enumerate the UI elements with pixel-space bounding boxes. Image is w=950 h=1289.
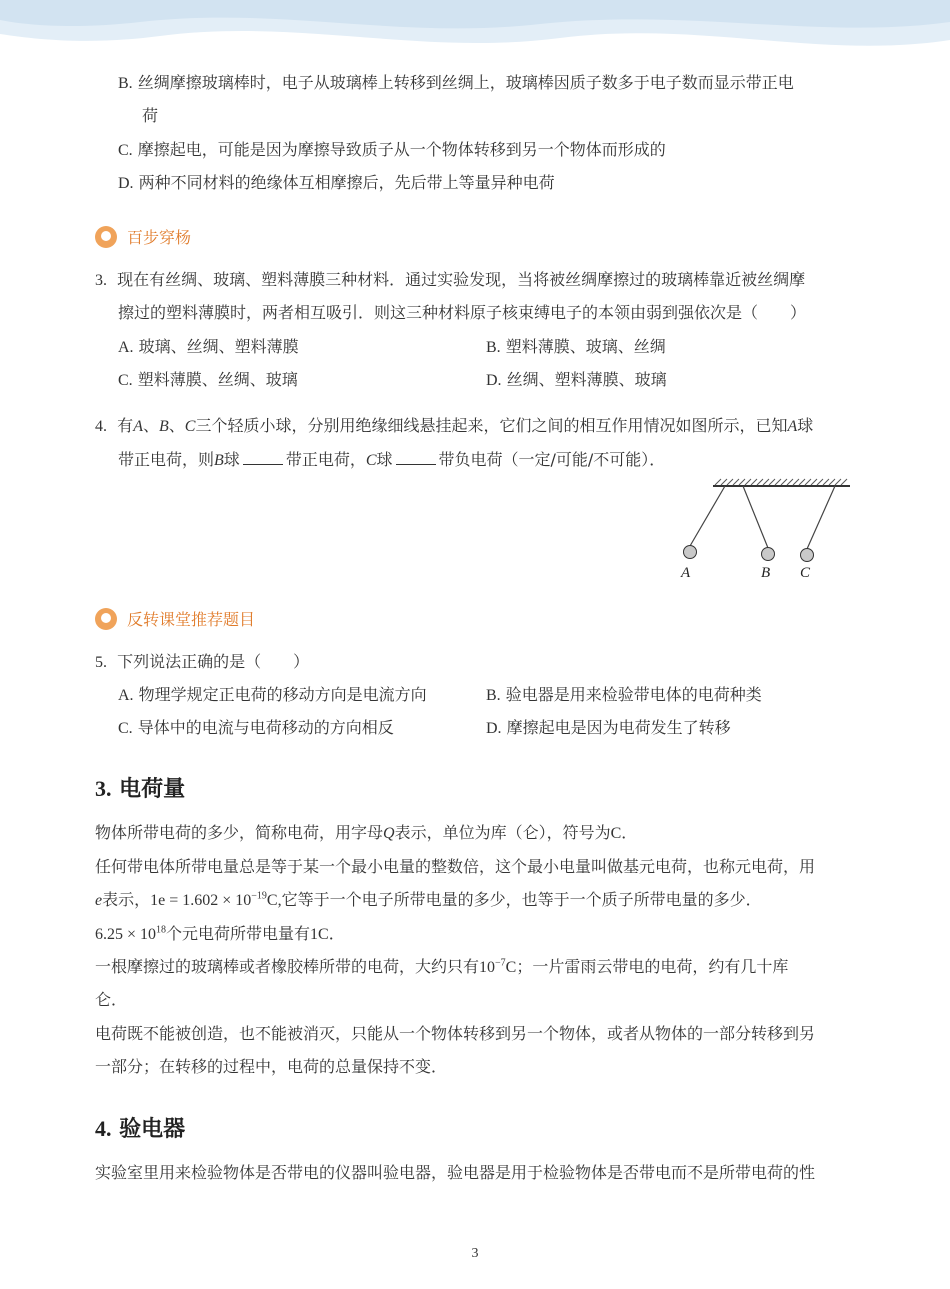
q2-option-d: D. 两种不同材料的绝缘体互相摩擦后，先后带上等量异种电荷 (118, 173, 555, 192)
para3-line4: $6.25 \times 10^{18}$个元电荷所带电量有1C． (95, 924, 345, 943)
q3-option-b: B. 塑料薄膜、玻璃、丝绸 (486, 337, 666, 356)
para3-line8: 一部分；在转移的过程中，电荷的总量保持不变． (95, 1057, 448, 1076)
q3-stem-line2: 擦过的塑料薄膜时，两者相互吸引．则这三种材料原子核束缚电子的本领由弱到强依次是（ ） (118, 303, 807, 322)
section-title: 反转课堂推荐题目 (127, 610, 256, 629)
para3-line1: 物体所带电荷的多少，简称电荷，用字母Q表示，单位为库（仑），符号为C． (95, 823, 638, 842)
section-title: 百步穿杨 (127, 228, 192, 247)
q4-stem-line2: 带正电荷，则B球 带正电荷，C球 带负电荷（一定/可能/不可能）． (118, 450, 666, 469)
q5-option-c: C. 导体中的电流与电荷移动的方向相反 (118, 718, 394, 737)
label-a: A (681, 565, 691, 581)
answer-blank-2[interactable] (396, 448, 436, 465)
thread-c (807, 486, 835, 549)
q3-option-c: C. 塑料薄膜、丝绸、玻璃 (118, 370, 298, 389)
q3-option-d: D. 丝绸、塑料薄膜、玻璃 (486, 370, 667, 389)
q3-stem-line1: 3. 现在有丝绸、玻璃、塑料薄膜三种材料．通过实验发现，当将被丝绸摩擦过的玻璃棒靠近被丝绸摩 (95, 270, 806, 289)
para3-line5: 一根摩擦过的玻璃棒或者橡胶棒所带的电荷，大约只有$10^{-7}C$；一片雷雨云带电的电荷，约有几十库 (95, 957, 789, 976)
para4-line1: 实验室里用来检验物体是否带电的仪器叫验电器，验电器是用于检验物体是否带电而不是所带电荷的性 (95, 1163, 816, 1182)
section-header-baibu (95, 225, 191, 248)
header-wave-decoration (0, 0, 950, 70)
heading-charge-quantity: 3. 电荷量 (95, 776, 186, 802)
thread-a (690, 486, 725, 546)
para3-line6: 仑． (95, 990, 128, 1009)
bulb-icon (95, 608, 117, 630)
q5-option-d: D. 摩擦起电是因为电荷发生了转移 (486, 718, 731, 737)
ball-a (684, 546, 697, 559)
para3-line3: e表示，$1e = 1.602 \times 10^{-19}C$,它等于一个电子所带电量的多少，也等于一个质子所带电量的多少． (95, 890, 762, 909)
pendulum-diagram (675, 476, 855, 584)
q5-option-b: B. 验电器是用来检验带电体的电荷种类 (486, 685, 762, 704)
ceiling-hatching (715, 479, 847, 485)
para3-line2: 任何带电体所带电量总是等于某一个最小电量的整数倍，这个最小电量叫做基元电荷，也称元电荷，用 (95, 857, 816, 876)
heading-electroscope: 4. 验电器 (95, 1116, 186, 1142)
ball-c (801, 549, 814, 562)
ball-b (762, 548, 775, 561)
q5-option-a: A. 物理学规定正电荷的移动方向是电流方向 (118, 685, 427, 704)
thread-b (743, 486, 768, 548)
q3-option-a: A. 玻璃、丝绸、塑料薄膜 (118, 337, 299, 356)
q4-stem-line1: 4. 有A、B、C三个轻质小球，分别用绝缘细线悬挂起来，它们之间的相互作用情况如图所示，已知A球 (95, 416, 814, 435)
page-number: 3 (471, 1246, 479, 1261)
q5-stem: 5. 下列说法正确的是（ ） (95, 652, 310, 671)
para3-line7: 电荷既不能被创造，也不能被消灭，只能从一个物体转移到另一个物体，或者从物体的一部分转移到另 (95, 1024, 816, 1043)
label-b: B (761, 565, 771, 581)
q2-option-b-continued: 荷 (142, 106, 159, 125)
label-c: C (800, 565, 811, 581)
q2-option-b: B. 丝绸摩擦玻璃棒时，电子从玻璃棒上转移到丝绸上，玻璃棒因质子数多于电子数而显示带正电 (118, 73, 794, 92)
bulb-icon (95, 226, 117, 248)
q2-option-c: C. 摩擦起电，可能是因为摩擦导致质子从一个物体转移到另一个物体而形成的 (118, 140, 666, 159)
answer-blank-1[interactable] (243, 448, 283, 465)
section-header-fanzhuan (95, 607, 255, 630)
